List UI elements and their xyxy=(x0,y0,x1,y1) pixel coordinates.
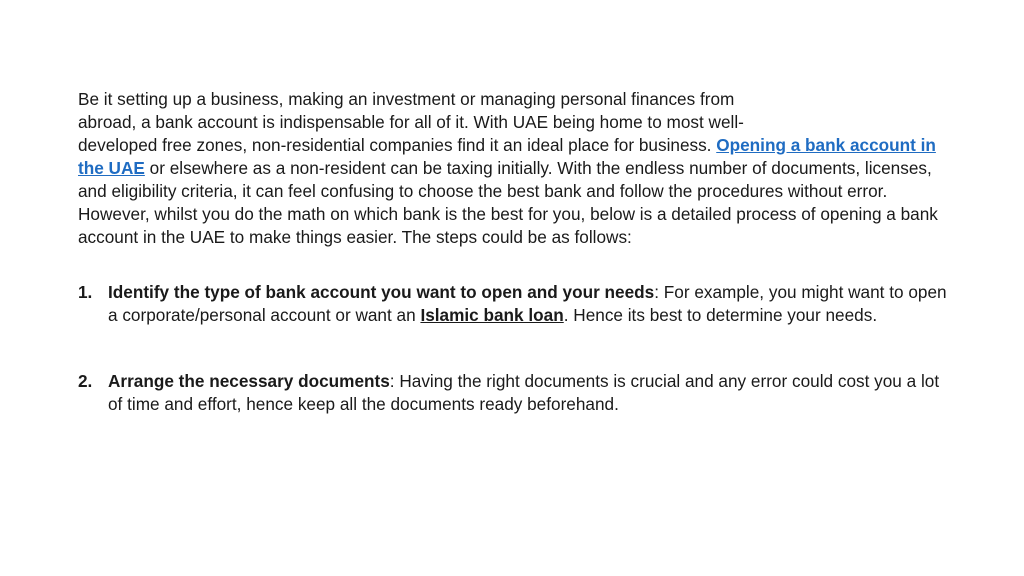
slide-body xyxy=(78,88,948,459)
islamic-bank-loan-link[interactable]: Islamic bank loan xyxy=(420,305,564,325)
intro-line-1: Be it setting up a business, making an investment or managing personal finances from xyxy=(78,89,735,109)
step-text-end: . Hence its best to determine your needs. xyxy=(563,305,878,325)
step-text: : For example, you might want to open a corporate/personal account or want an xyxy=(108,282,947,325)
step-text: : Having the right documents is crucial and any error could cost you a lot of time and effort, hence keep all the documents ready beforehand. xyxy=(108,371,940,414)
list-item xyxy=(78,281,948,327)
step-heading: Arrange the necessary documents xyxy=(108,371,390,391)
list-item xyxy=(78,370,948,416)
opening-bank-account-link[interactable]: Opening a bank account in the UAE xyxy=(78,135,936,178)
step-heading: Identify the type of bank account you want to open and your needs xyxy=(108,282,655,302)
intro-text-a: developed free zones, non-residential companies find it an ideal place for business. xyxy=(78,135,717,155)
step-number: 1. xyxy=(78,282,93,302)
intro-text-b: or elsewhere as a non-resident can be taxing initially. With the endless number of documents, licenses, and eligibility criteria, it can feel confusing to choose the best bank and follow the procedures without error. However, whilst you do the math on which bank is the best for you, below is a detailed process of opening a bank account in the UAE to make things easier. The steps could be as follows: xyxy=(78,158,938,247)
step-number: 2. xyxy=(78,371,93,391)
intro-paragraph xyxy=(78,88,948,249)
steps-list xyxy=(78,281,948,416)
intro-line-2: abroad, a bank account is indispensable for all of it. With UAE being home to most well- xyxy=(78,112,744,132)
